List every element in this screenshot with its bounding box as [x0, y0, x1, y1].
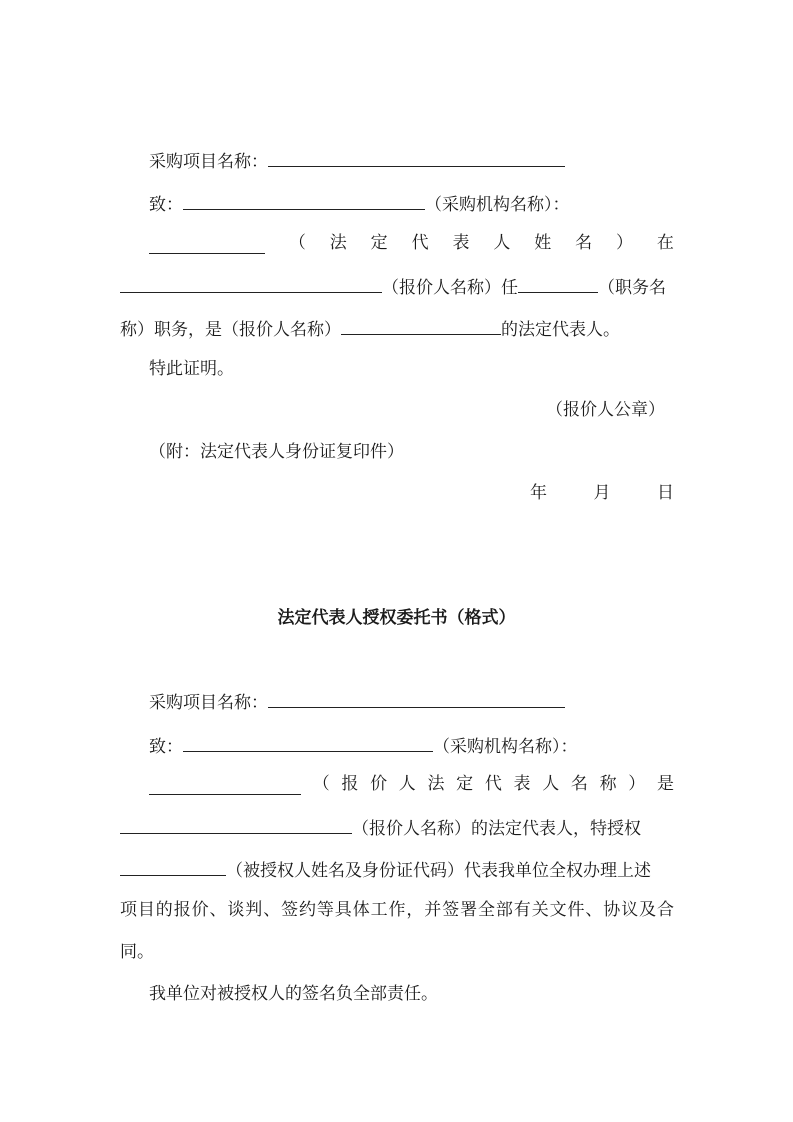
- rep-char: 表: [513, 774, 531, 794]
- project-name-line: [149, 148, 565, 170]
- rep-name-char: 定: [370, 233, 388, 253]
- rep-char: 价: [370, 774, 388, 794]
- authorization-title: 法定代表人授权委托书（格式）: [277, 608, 516, 628]
- rep-name-char: ）: [616, 233, 634, 253]
- rep-char: 报: [341, 774, 359, 794]
- rep-char: 是: [656, 774, 674, 794]
- rep-char: 名: [570, 774, 588, 794]
- agency-name-suffix: （采购机构名称）：: [425, 195, 570, 215]
- rep-name-char: （: [288, 233, 306, 253]
- bidder-position-line: [120, 274, 666, 296]
- rep-char: 代: [484, 774, 502, 794]
- rep-name-char: 代: [411, 233, 429, 253]
- rep-name-char: 名: [575, 233, 593, 253]
- project-name-blank: [268, 148, 565, 167]
- date-month: 月: [593, 483, 611, 503]
- responsibility-text: 我单位对被授权人的签名负全部责任。: [149, 984, 438, 1004]
- legal-rep-suffix: 的法定代表人。: [501, 320, 620, 340]
- rep-char: 人: [398, 774, 416, 794]
- rep-char: 法: [427, 774, 445, 794]
- date-year: 年: [530, 483, 547, 503]
- legal-rep-blank: [341, 316, 501, 335]
- position-blank: [518, 274, 598, 293]
- agent-line: [120, 857, 651, 879]
- addressee-label: 致：: [149, 737, 183, 757]
- bidder-name-blank: [120, 815, 352, 834]
- addressee-label: 致：: [149, 195, 183, 215]
- rep-name-char: 人: [493, 233, 511, 253]
- rep-name-blank: [149, 235, 265, 254]
- legal-rep-line: [120, 316, 620, 338]
- addressee-line-2: [149, 733, 578, 755]
- bidder-name-blank: [120, 274, 382, 293]
- rep-line-2: [149, 773, 674, 795]
- bidder-name-suffix: （报价人名称）任: [382, 278, 518, 298]
- bidder-line-2: [120, 815, 641, 837]
- project-name-label: 采购项目名称：: [149, 152, 268, 172]
- bidder-suffix: （报价人名称）的法定代表人，特授权: [352, 819, 641, 839]
- seal-text: （报价人公章）: [546, 400, 665, 420]
- date-day: 日: [657, 483, 674, 503]
- agency-name-blank: [183, 733, 433, 752]
- rep-char: ）: [628, 774, 646, 794]
- rep-name-char: 在: [656, 233, 674, 253]
- rep-name-line: [149, 232, 674, 254]
- rep-name-char: 法: [329, 233, 347, 253]
- date-line: [530, 482, 674, 504]
- scope-line-2: 同。: [120, 942, 154, 962]
- scope-line-1: 项目的报价、谈判、签约等具体工作，并签署全部有关文件、协议及合: [120, 900, 674, 920]
- position-suffix: （职务名: [598, 278, 666, 298]
- addressee-line: [149, 191, 570, 213]
- agent-name-blank: [120, 857, 226, 876]
- agent-suffix: （被授权人姓名及身份证代码）代表我单位全权办理上述: [226, 861, 651, 881]
- project-name-label: 采购项目名称：: [149, 693, 268, 713]
- rep-name-blank: [149, 776, 301, 795]
- rep-name-char: 表: [452, 233, 470, 253]
- rep-char: 称: [599, 774, 617, 794]
- agency-name-blank: [183, 191, 425, 210]
- project-name-line-2: [149, 689, 565, 711]
- rep-char: （: [312, 774, 330, 794]
- certify-text: 特此证明。: [149, 359, 234, 379]
- attachment-text: （附：法定代表人身份证复印件）: [149, 442, 404, 462]
- agency-name-suffix: （采购机构名称）：: [433, 737, 578, 757]
- rep-char: 定: [456, 774, 474, 794]
- legal-rep-prefix: 称）职务，是（报价人名称）: [120, 320, 341, 340]
- rep-name-char: 姓: [534, 233, 552, 253]
- rep-char: 人: [542, 774, 560, 794]
- project-name-blank: [268, 689, 565, 708]
